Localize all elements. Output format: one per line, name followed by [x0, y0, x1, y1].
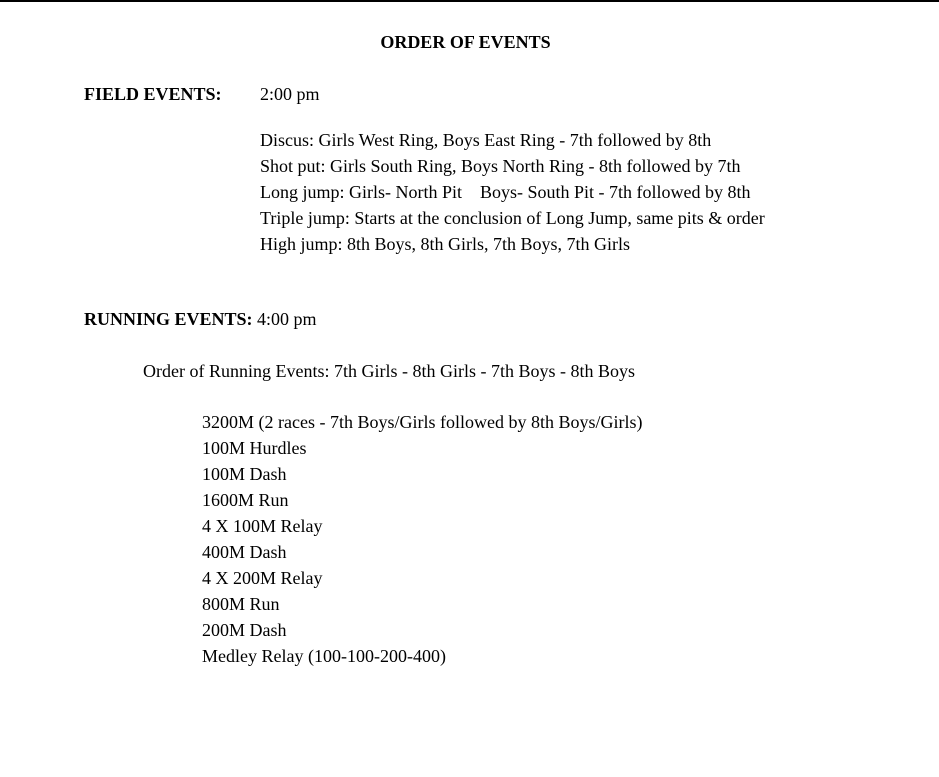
list-item: Medley Relay (100-100-200-400)	[202, 646, 446, 666]
field-events-label: FIELD EVENTS:	[84, 84, 222, 104]
list-item: Shot put: Girls South Ring, Boys North Ring - 8th followed by 7th	[260, 156, 741, 176]
running-events-list	[202, 409, 642, 669]
list-item: Long jump: Girls- North Pit Boys- South Pit - 7th followed by 8th	[260, 182, 751, 202]
field-events-time: 2:00 pm	[260, 84, 320, 104]
running-events-label: RUNNING EVENTS:	[84, 309, 253, 329]
list-item: 100M Hurdles	[202, 438, 307, 458]
list-item: High jump: 8th Boys, 8th Girls, 7th Boys, 7th Girls	[260, 234, 631, 254]
list-item: 400M Dash	[202, 542, 287, 562]
list-item: 100M Dash	[202, 464, 287, 484]
list-item: 800M Run	[202, 594, 280, 614]
running-order-text: Order of Running Events: 7th Girls - 8th Girls - 7th Boys - 8th Boys	[143, 361, 635, 381]
list-item: 3200M (2 races - 7th Boys/Girls followed by 8th Boys/Girls)	[202, 412, 643, 432]
list-item: 200M Dash	[202, 620, 287, 640]
list-item: Discus: Girls West Ring, Boys East Ring - 7th followed by 8th	[260, 130, 712, 150]
running-events-time: 4:00 pm	[257, 309, 317, 329]
list-item: 4 X 200M Relay	[202, 568, 323, 588]
top-border-line	[0, 0, 939, 2]
running-events-heading	[84, 306, 317, 332]
field-events-list	[260, 127, 765, 257]
page-title: ORDER OF EVENTS	[380, 32, 551, 52]
list-item: Triple jump: Starts at the conclusion of Long Jump, same pits & order	[260, 208, 765, 228]
list-item: 4 X 100M Relay	[202, 516, 323, 536]
list-item: 1600M Run	[202, 490, 289, 510]
